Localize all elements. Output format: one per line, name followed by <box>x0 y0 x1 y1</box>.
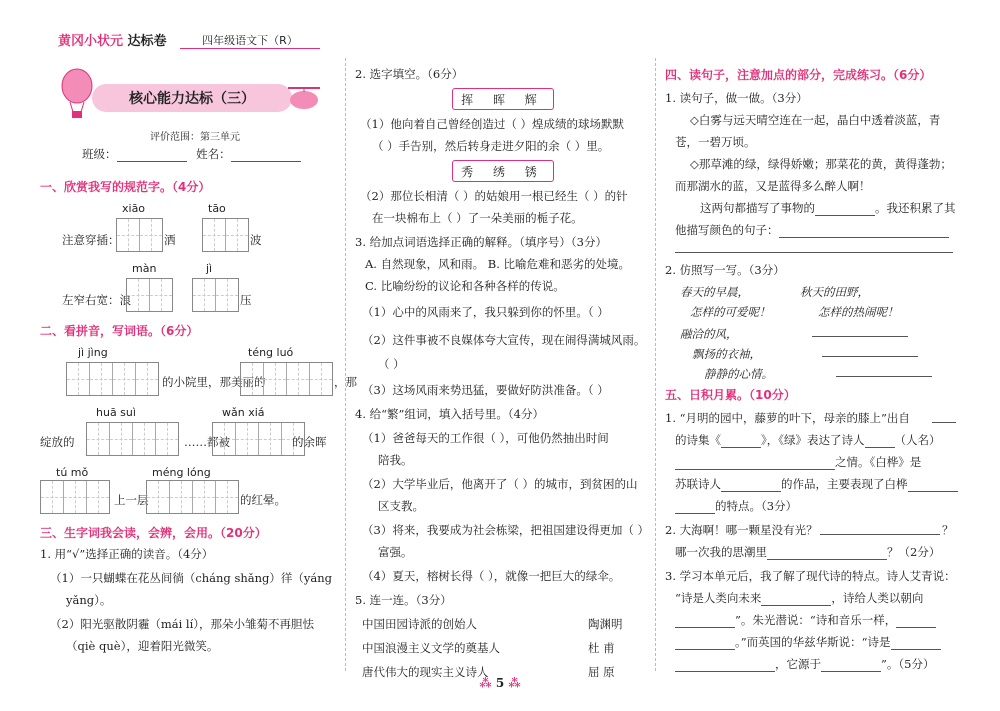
question: （2）大学毕业后，他离开了（ ）的城市，到贫困的山 <box>362 477 638 491</box>
match-right[interactable]: 陶渊明 <box>588 617 623 631</box>
question: （1）一只蝴蝶在花丛间徜（cháng shǎng）徉（yáng <box>50 571 332 585</box>
question: 2. 大海啊！哪一颗星没有光？ <box>665 523 818 537</box>
answer-blank[interactable] <box>675 637 735 650</box>
write-box[interactable] <box>192 278 239 312</box>
pinyin: tāo <box>208 202 226 215</box>
question: 4. 给“繁”组词，填入括号里。（4分） <box>355 407 544 421</box>
q-text: （人名） <box>894 433 941 447</box>
question <box>675 612 936 628</box>
poem-line: 融洽的风， <box>680 327 738 341</box>
q-text: 。”而英国的华兹华斯说：“诗是 <box>735 635 891 649</box>
answer-blank[interactable] <box>675 457 835 470</box>
text: 的余晖 <box>292 435 327 449</box>
option: C. 比喻纷纷的议论和各种各样的传说。 <box>365 279 565 293</box>
brand-suffix: 达标卷 <box>127 34 167 49</box>
page-number-text: 5 <box>495 676 505 690</box>
write-box[interactable] <box>40 480 110 514</box>
answer-blank[interactable] <box>767 547 887 560</box>
answer-blank[interactable] <box>761 593 831 606</box>
option: A. 自然现象，风和雨。 B. 比喻危难和恶劣的处境。 <box>365 257 631 271</box>
match-left[interactable]: 中国浪漫主义文学的奠基人 <box>362 641 500 655</box>
answer-blank[interactable] <box>865 435 895 448</box>
row-label: 左窄右宽：浪 <box>62 293 131 307</box>
section-3-title: 三、生字词我会读，会辨，会用。（20分） <box>40 526 267 540</box>
char: 波 <box>250 233 262 247</box>
question: yǎng）。 <box>66 593 112 607</box>
answer-blank[interactable] <box>675 659 775 672</box>
section-2-title: 二、看拼音，写词语。（6分） <box>40 324 199 338</box>
question: （3）这场风雨来势迅猛，要做好防洪准备。（ ） <box>362 383 609 397</box>
question: （2）这件事被不良媒体夸大宣传，现在闹得满城风雨。 <box>362 333 646 347</box>
write-box[interactable] <box>202 218 249 252</box>
row-label: 注意穿插： <box>62 233 120 247</box>
text: ……都被 <box>184 435 230 449</box>
q-text: 。我还积累了其 <box>875 201 956 215</box>
match-right[interactable]: 杜 甫 <box>588 641 615 655</box>
q-text: ”。朱光潜说：“诗和音乐一样， <box>735 613 897 627</box>
helicopter-icon <box>282 80 326 115</box>
pinyin: huā suì <box>96 406 136 419</box>
name-label: 姓名： <box>196 147 231 161</box>
section-1-title: 一、欣赏我写的规范字。（4分） <box>40 180 211 194</box>
poem-line: 春天的早晨， <box>680 285 749 299</box>
text: 的红晕。 <box>240 493 286 507</box>
question: （1）爸爸每天的工作很（ ），可他仍然抽出时间 <box>362 431 609 445</box>
answer-blank[interactable] <box>779 225 949 238</box>
answer-blank[interactable] <box>721 435 761 448</box>
question: （3）将来，我要成为社会栋梁，把祖国建设得更加（ ） <box>362 523 649 537</box>
subject-text: 四年级语文下（R） <box>202 34 298 47</box>
poem-line: 怎样的热闹呢！ <box>818 305 899 319</box>
q-text: 哪一次我的思潮里 <box>675 545 767 559</box>
text: 绽放的 <box>40 435 75 449</box>
poem-line: 静静的心情。 <box>704 367 773 381</box>
question: （2）那位长相清（ ）的姑娘用一根已经生（ ）的针 <box>360 189 628 203</box>
question: 3. 学习本单元后，我了解了现代诗的特点。诗人艾青说： <box>665 569 956 583</box>
q-text: 》，《绿》表达了诗人 <box>761 433 865 447</box>
balloon-icon <box>60 68 94 123</box>
q-text: 的作品，主要表现了白桦 <box>781 477 908 491</box>
answer-blank[interactable] <box>891 637 941 650</box>
write-box[interactable] <box>86 422 179 456</box>
passage: 苍，一碧万顷。 <box>675 135 756 149</box>
char-options-box: 挥 晖 辉 <box>452 88 554 110</box>
pinyin: méng lóng <box>152 466 211 479</box>
question: 3. 给加点词语选择正确的解释。（填序号）（3分） <box>355 235 607 249</box>
passage: 而那湖水的蓝，又是蓝得多么醉人啊！ <box>675 179 871 193</box>
q-text: ？（2分） <box>887 545 941 559</box>
text: 上一层 <box>114 493 149 507</box>
answer-line[interactable] <box>820 534 940 535</box>
question: 1. “月明的园中，藤萝的叶下，母亲的膝上”出自 <box>665 411 910 425</box>
brand-name: 黄冈小状元 <box>58 34 124 49</box>
q-text: 的诗集《 <box>675 433 721 447</box>
question: （qiè què），迎着阳光微笑。 <box>66 639 219 653</box>
q-text: “诗是人类向未来 <box>675 591 762 605</box>
question: （1）心中的风雨来了，我只躲到你的怀里。（ ） <box>362 305 609 319</box>
answer-blank[interactable] <box>675 615 735 628</box>
answer-blank[interactable] <box>821 659 881 672</box>
answer-blank[interactable] <box>675 501 715 514</box>
question <box>675 656 934 672</box>
question-mark: ？ <box>942 523 954 537</box>
match-left[interactable]: 中国田园诗派的创始人 <box>362 617 477 631</box>
q-text: ”。（5分） <box>881 657 935 671</box>
question <box>675 544 940 560</box>
title-banner <box>92 84 292 112</box>
poem-line: 秋天的田野， <box>800 285 869 299</box>
answer-line[interactable] <box>822 356 918 357</box>
pinyin: tú mǒ <box>56 466 89 479</box>
question <box>675 634 941 650</box>
pinyin: xiāo <box>122 202 146 215</box>
q-text: ，诗给人类以朝向 <box>831 591 924 605</box>
answer-blank[interactable] <box>815 203 875 216</box>
write-box[interactable] <box>116 218 163 252</box>
question <box>675 590 923 606</box>
pinyin: wǎn xiá <box>222 406 265 419</box>
write-box[interactable] <box>66 362 159 396</box>
question: 陪我。 <box>378 453 413 467</box>
q-text: ，它源于 <box>775 657 821 671</box>
question: 5. 连一连。（3分） <box>355 593 452 607</box>
question: 富强。 <box>378 545 413 559</box>
q-text: 这两句都描写了事物的 <box>700 201 815 215</box>
question: 1. 用“√”选择正确的读音。（4分） <box>40 547 214 561</box>
match-right[interactable]: 屈 原 <box>588 665 615 679</box>
column-divider <box>655 58 656 671</box>
question: 2. 选字填空。（6分） <box>355 67 464 81</box>
answer-line[interactable] <box>812 336 908 337</box>
question: （2）阳光驱散阴霾（mái lí），那朵小雏菊不再胆怯 <box>50 617 315 631</box>
question: 区支教。 <box>378 499 424 513</box>
question: 1. 读句子，做一做。（3分） <box>665 91 808 105</box>
answer-line[interactable] <box>675 252 953 253</box>
write-box[interactable] <box>146 480 239 514</box>
char-options-box: 秀 绣 锈 <box>452 160 554 182</box>
q-text: 他描写颜色的句子： <box>675 223 779 237</box>
section-5-title: 五、日积月累。（10分） <box>665 388 796 402</box>
text: ，那 <box>334 375 357 389</box>
answer-line[interactable] <box>836 376 932 377</box>
class-label: 班级： <box>82 147 117 161</box>
pinyin: jì jìng <box>78 346 108 359</box>
page-number: ⁂ 5 ⁂ <box>479 676 521 690</box>
passage: ◇白雾与远天晴空连在一起，晶白中透着淡蓝，青 <box>690 113 941 127</box>
passage: ◇那草滩的绿，绿得娇嫩；那菜花的黄，黄得蓬勃； <box>690 157 952 171</box>
section-4-title: 四、读句子，注意加点的部分，完成练习。（6分） <box>665 68 932 82</box>
q-text: 的特点。（3分） <box>715 499 798 513</box>
question <box>675 476 958 492</box>
page-title: 核心能力达标（三） <box>129 91 255 107</box>
write-box[interactable] <box>126 278 173 312</box>
column-divider <box>345 58 346 671</box>
char: 压 <box>240 293 252 307</box>
scope-text: 评价范围：第三单元 <box>150 132 240 143</box>
question: （1）他向着自己曾经创造过（ ）煌成绩的球场默默 <box>360 117 624 131</box>
subject-label <box>180 32 320 49</box>
answer-line[interactable] <box>932 422 956 423</box>
pinyin: jì <box>206 262 213 275</box>
brand-logo <box>58 30 167 49</box>
q-text: 之情。《白桦》是 <box>835 455 922 469</box>
answer-blank[interactable] <box>721 479 781 492</box>
match-left[interactable]: 唐代伟大的现实主义诗人 <box>362 665 489 679</box>
question: （ ）手告别，然后转身走进夕阳的余（ ）里。 <box>372 139 610 153</box>
question: （ ） <box>378 357 405 371</box>
question <box>675 454 921 470</box>
answer-blank[interactable] <box>908 479 958 492</box>
question <box>675 222 949 238</box>
char: 洒 <box>164 233 176 247</box>
question <box>675 498 797 514</box>
question <box>675 432 941 448</box>
poem-line: 飘扬的衣袖， <box>692 347 761 361</box>
answer-blank[interactable] <box>896 615 936 628</box>
question <box>700 200 956 216</box>
poem-line: 怎样的可爱呢！ <box>690 305 771 319</box>
q-text: 苏联诗人 <box>675 477 721 491</box>
question: （4）夏天，榕树长得（ ），就像一把巨大的绿伞。 <box>362 569 621 583</box>
text: 的小院里，那美丽的 <box>162 375 266 389</box>
question: 在一块棉布上（ ）了一朵美丽的栀子花。 <box>372 211 583 225</box>
question: 2. 仿照写一写。（3分） <box>665 263 785 277</box>
write-box[interactable] <box>240 362 333 396</box>
pinyin: téng luó <box>248 346 294 359</box>
pinyin: màn <box>132 262 157 275</box>
class-field[interactable] <box>82 146 301 162</box>
